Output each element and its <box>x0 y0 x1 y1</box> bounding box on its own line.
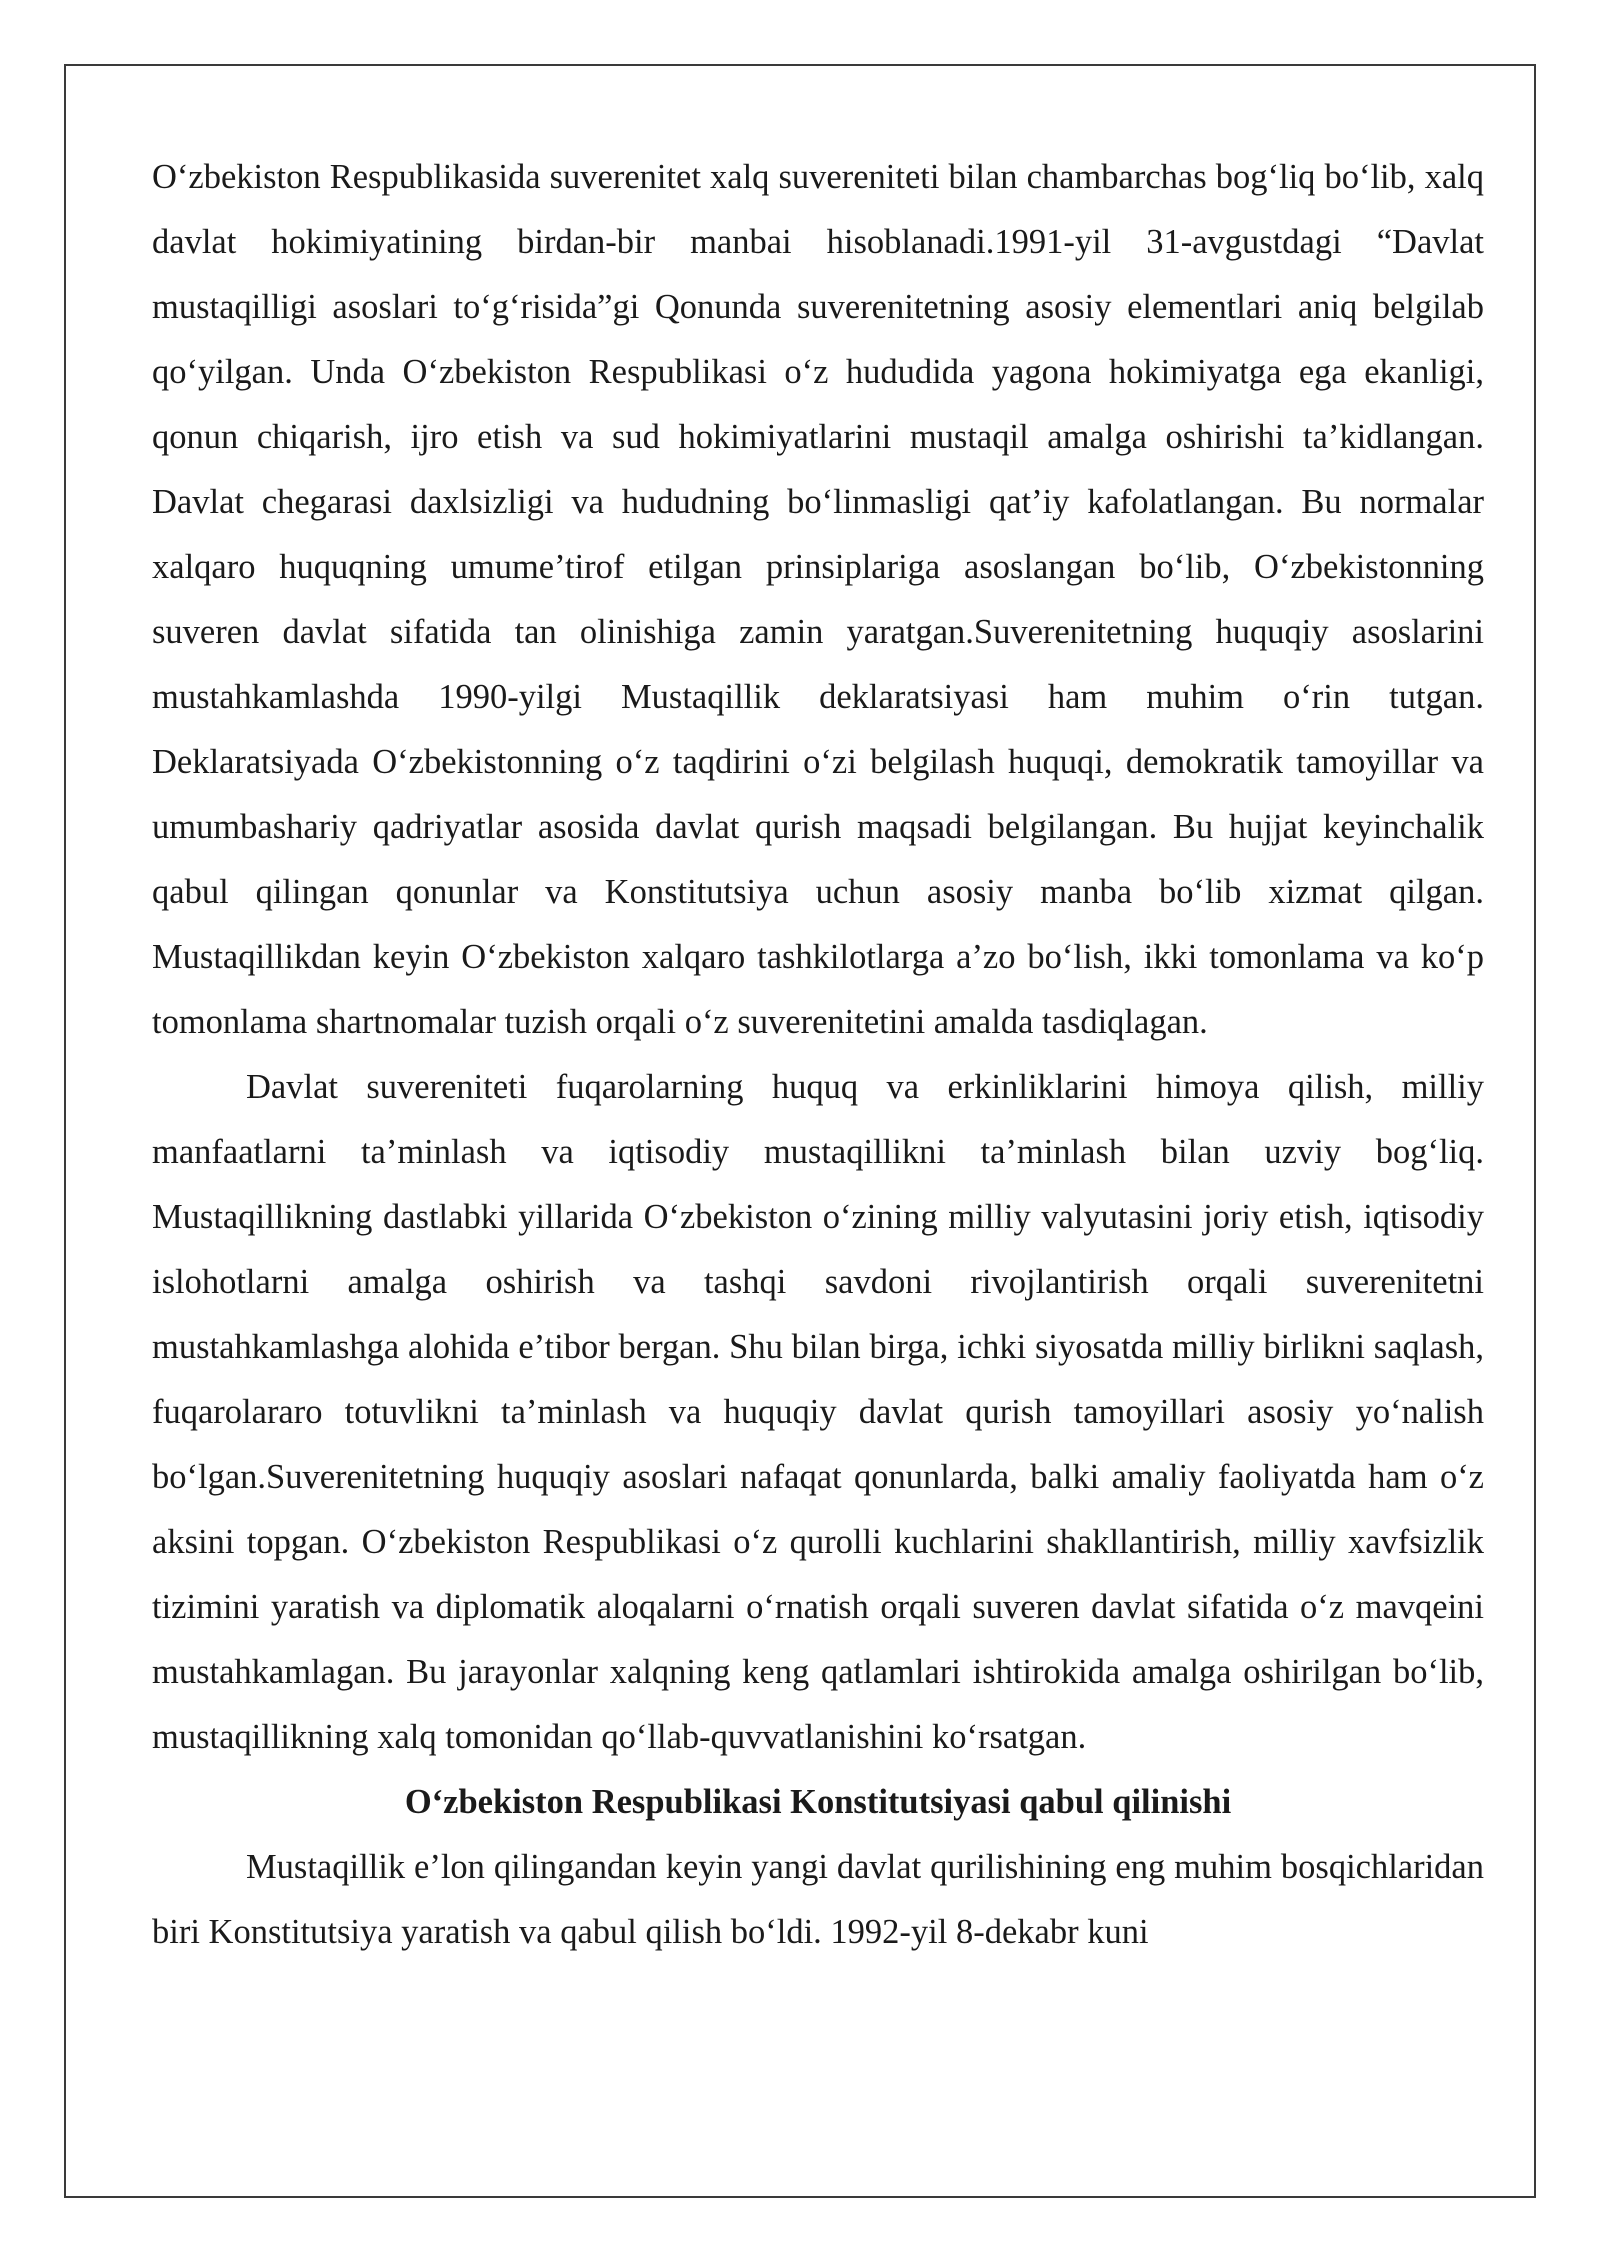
paragraph-sovereignty-rights: Davlat suvereniteti fuqarolarning huquq va erkinliklarini himoya qilish, milliy manfaatlarni ta’minlash va iqtisodiy mustaqillikni ta’minlash bilan uzviy bog‘liq. Mustaqillikning dastlabki yillarida O‘zbekiston o‘zining milliy valyutasini joriy etish, iqtisodiy islohotlarni amalga oshirish va tashqi savdoni rivojlantirish orqali suverenitetni mustahkamlashga alohida e’tibor bergan. Shu bilan birga, ichki siyosatda milliy birlikni saqlash, fuqarolararo totuvlikni ta’minlash va huquqiy davlat qurish tamoyillari asosiy yo‘nalish bo‘lgan.Suverenitetning huquqiy asoslari nafaqat qonunlarda, balki amaliy faoliyatda ham o‘z aksini topgan. O‘zbekiston Respublikasi o‘z qurolli kuchlarini shakllantirish, milliy xavfsizlik tizimini yaratish va diplomatik aloqalarni o‘rnatish orqali suveren davlat sifatida o‘z mavqeini mustahkamlagan. Bu jarayonlar xalqning keng qatlamlari ishtirokida amalga oshirilgan bo‘lib, mustaqillikning xalq tomonidan qo‘llab-quvvatlanishini ko‘rsatgan. <box>152 1068 1484 1756</box>
section-heading: O‘zbekiston Respublikasi Konstitutsiyasi qabul qilinishi <box>404 1783 1232 1821</box>
paragraph-sovereignty-intro: O‘zbekiston Respublikasida suverenitet xalq suvereniteti bilan chambarchas bog‘liq bo‘lib, xalq davlat hokimiyatining birdan-bir manbai hisoblanadi.1991-yil 31-avgustdagi “Davlat mustaqilligi asoslari to‘g‘risida”gi Qonunda suverenitetning asosiy elementlari aniq belgilab qo‘yilgan. Unda O‘zbekiston Respublikasi o‘z hududida yagona hokimiyatga ega ekanligi, qonun chiqarish, ijro etish va sud hokimiyatlarini mustaqil amalga oshirishi ta’kidlangan. Davlat chegarasi daxlsizligi va hududning bo‘linmasligi qat’iy kafolatlangan. Bu normalar xalqaro huquqning umume’tirof etilgan prinsiplariga asoslangan bo‘lib, O‘zbekistonning suveren davlat sifatida tan olinishiga zamin yaratgan.Suverenitetning huquqiy asoslarini mustahkamlashda 1990-yilgi Mustaqillik deklaratsiyasi ham muhim o‘rin tutgan. Deklaratsiyada O‘zbekistonning o‘z taqdirini o‘zi belgilash huquqi, demokratik tamoyillar va umumbashariy qadriyatlar asosida davlat qurish maqsadi belgilangan. Bu hujjat keyinchalik qabul qilingan qonunlar va Konstitutsiya uchun asosiy manba bo‘lib xizmat qilgan. Mustaqillikdan keyin O‘zbekiston xalqaro tashkilotlarga a’zo bo‘lish, ikki tomonlama va ko‘p tomonlama shartnomalar tuzish orqali o‘z suverenitetini amalda tasdiqlagan. <box>152 158 1484 1041</box>
paragraph-constitution: Mustaqillik e’lon qilingandan keyin yangi davlat qurilishining eng muhim bosqichlaridan biri Konstitutsiya yaratish va qabul qilish bo‘ldi. 1992-yil 8-dekabr kuni <box>152 1848 1484 1951</box>
document-body <box>152 145 1484 1965</box>
